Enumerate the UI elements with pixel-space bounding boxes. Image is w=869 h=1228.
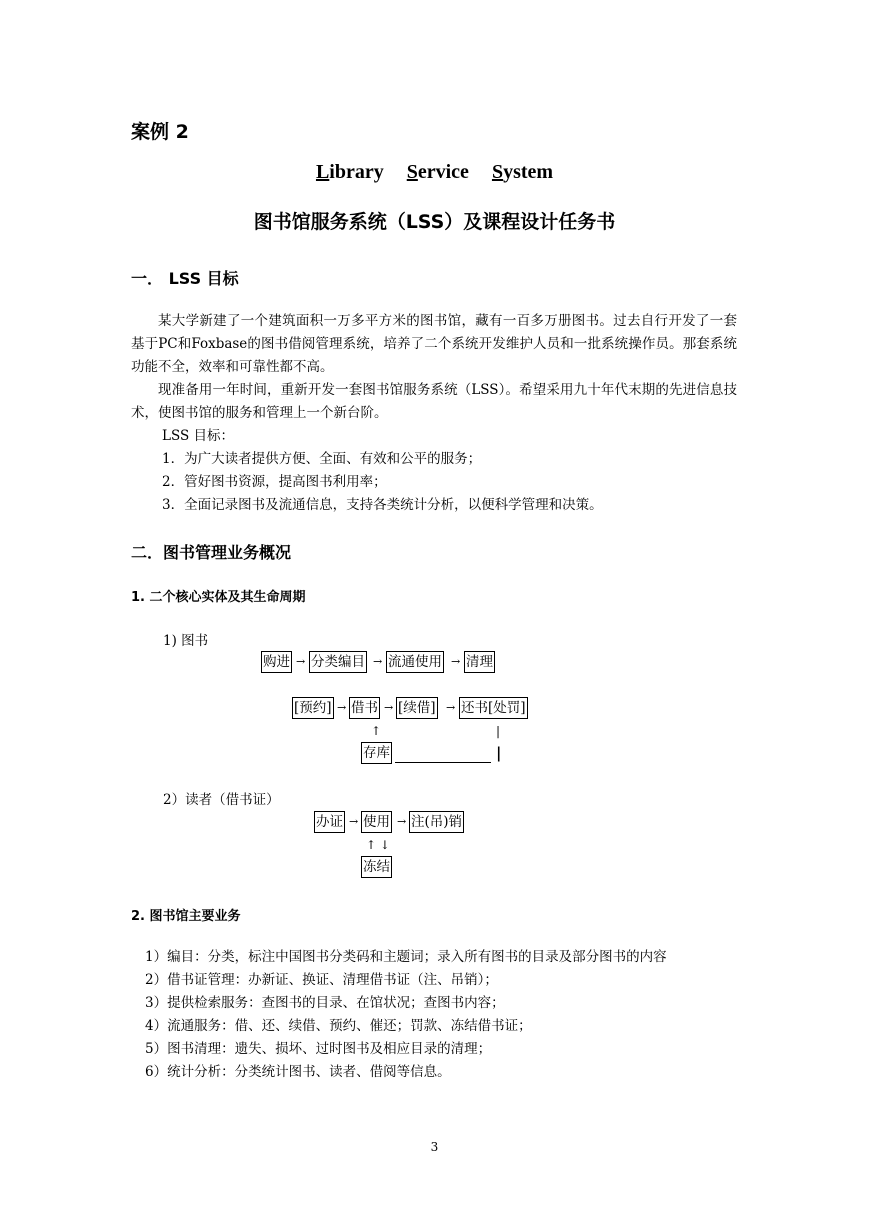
- title-initial-s2: S: [491, 161, 504, 183]
- business-item: 3）提供检索服务：查图书的目录、在馆状况；查图书内容；: [145, 995, 505, 1011]
- flow-box-renew: [续借]: [396, 697, 438, 719]
- arrow-right-icon: →: [384, 701, 394, 714]
- business-item: 5）图书清理：遗失、损坏、过时图书及相应目录的清理；: [145, 1041, 492, 1057]
- goal-item: 3．全面记录图书及流通信息，支持各类统计分析，以便科学管理和决策。: [162, 497, 603, 513]
- title-initial-l: L: [315, 161, 330, 183]
- flow-box-purchase: 购进: [261, 651, 292, 673]
- flow-box-issue-card: 办证: [314, 811, 345, 833]
- flow-box-cancel: 注(吊)销: [409, 811, 464, 833]
- subsection2-heading: 2. 图书馆主要业务: [131, 909, 241, 924]
- main-title: 图书馆服务系统（LSS）及课程设计任务书: [253, 211, 616, 233]
- goals-label: LSS 目标：: [162, 428, 235, 444]
- title-initial-s: S: [406, 161, 418, 183]
- flow-box-borrow: 借书: [349, 697, 380, 719]
- flow-box-circulation: 流通使用: [386, 651, 444, 673]
- english-title: [0, 161, 869, 184]
- book-label: 1) 图书: [163, 633, 209, 649]
- business-item: 4）流通服务：借、还、续借、预约、催还；罚款、冻结借书证；: [145, 1018, 532, 1034]
- title-word-rest: ervice: [417, 161, 469, 183]
- section2-heading: 二．图书管理业务概况: [131, 543, 292, 562]
- flow-box-cleanup: 清理: [464, 651, 495, 673]
- title-word-rest: ibrary: [329, 161, 384, 183]
- title-word-rest: ystem: [503, 161, 554, 183]
- arrow-right-icon: →: [451, 655, 461, 668]
- flow-box-storage: 存库: [361, 742, 392, 764]
- section1-heading: 一． LSS 目标: [131, 269, 239, 288]
- section1-paragraph-2: 现准备用一年时间，重新开发一套图书馆服务系统（LSS）。希望采用九十年代末期的先进信息技术，使图书馆的服务和管理上一个新台阶。: [131, 382, 737, 421]
- case-title: 案例 2: [131, 121, 189, 143]
- flow-box-return: 还书[处罚]: [459, 697, 528, 719]
- business-item: 6）统计分析：分类统计图书、读者、借阅等信息。: [145, 1064, 451, 1080]
- arrow-right-icon: →: [337, 701, 347, 714]
- arrow-right-icon: →: [373, 655, 383, 668]
- goal-item: 1．为广大读者提供方便、全面、有效和公平的服务；: [162, 451, 482, 467]
- connector-line: |: [496, 724, 501, 738]
- flow-box-cataloging: 分类编目: [309, 651, 367, 673]
- page-number: 3: [430, 1140, 439, 1154]
- flow-box-use: 使用: [361, 811, 392, 833]
- subsection1-heading: 1. 二个核心实体及其生命周期: [131, 590, 306, 605]
- arrow-updown-icon: ↑ ↓: [366, 838, 390, 852]
- flow-box-freeze: 冻结: [361, 856, 392, 878]
- arrow-right-icon: →: [349, 815, 359, 828]
- section1-paragraph-1: 某大学新建了一个建筑面积一万多平方米的图书馆，藏有一百多万册图书。过去自行开发了一套基于PC和Foxbase的图书借阅管理系统，培养了二个系统开发维护人员和一批系统操作员。那套系统功能不全，效率和可靠性都不高。: [131, 313, 737, 375]
- connector-underline: [395, 762, 491, 763]
- arrow-right-icon: →: [296, 655, 306, 668]
- reader-label: 2）读者（借书证）: [163, 792, 280, 808]
- arrow-right-icon: →: [397, 815, 407, 828]
- goal-item: 2．管好图书资源，提高图书利用率；: [162, 474, 387, 490]
- arrow-up-icon: ↑: [371, 724, 382, 738]
- business-item: 2）借书证管理：办新证、换证、清理借书证（注、吊销）；: [145, 972, 498, 988]
- business-item: 1）编目：分类，标注中国图书分类码和主题词；录入所有图书的目录及部分图书的内容: [145, 949, 667, 965]
- flow-box-reserve: [预约]: [292, 697, 334, 719]
- connector-line: |: [496, 744, 502, 762]
- arrow-right-icon: →: [446, 701, 456, 714]
